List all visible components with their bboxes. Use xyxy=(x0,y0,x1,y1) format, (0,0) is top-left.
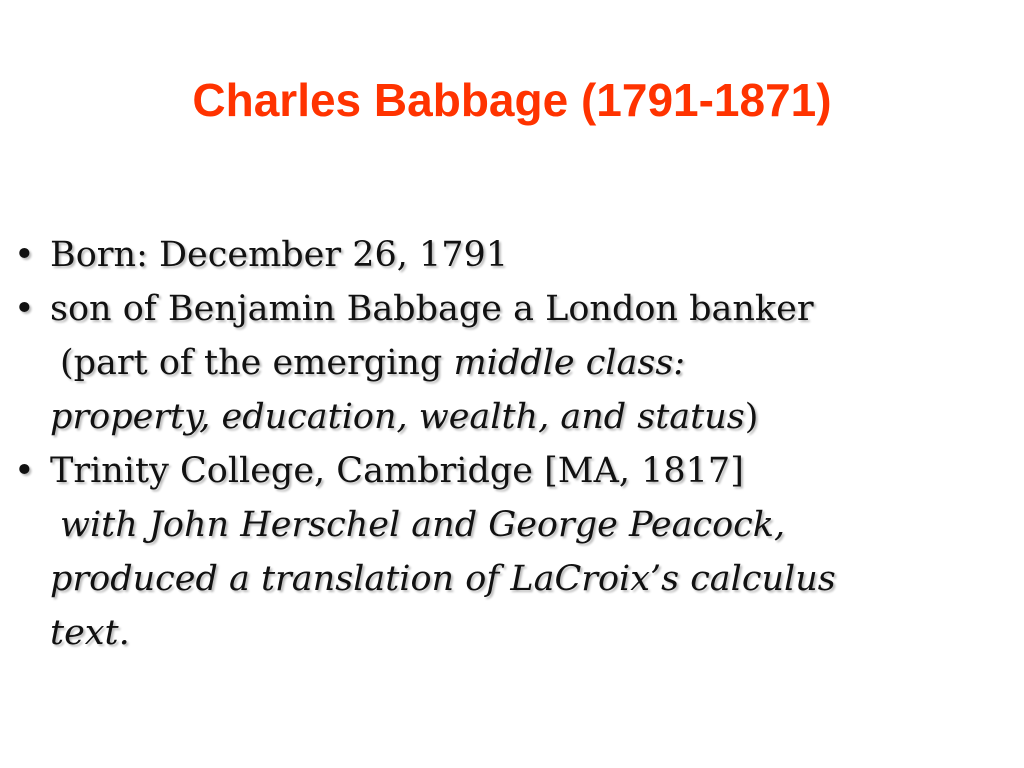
bullet-icon: • xyxy=(14,451,35,491)
bullet-text: son of Benjamin Babbage a London banker xyxy=(50,289,814,329)
bullet-icon: • xyxy=(14,289,35,329)
sub-text-translation xyxy=(14,498,1014,660)
sub-text-plain: (part of the emerging xyxy=(60,343,454,383)
bullet-icon: • xyxy=(14,235,35,275)
slide-body xyxy=(14,228,1014,660)
bullet-item-father xyxy=(14,282,1014,336)
sub-line: produced a translation of LaCroix’s calculus xyxy=(50,559,836,599)
sub-text-plain: ) xyxy=(744,397,759,437)
bullet-item-trinity xyxy=(14,444,1014,498)
sub-line xyxy=(50,336,1014,390)
sub-line: with John Herschel and George Peacock, xyxy=(60,505,786,545)
sub-line xyxy=(50,390,1014,444)
bullet-text: Born: December 26, 1791 xyxy=(50,235,509,275)
sub-text-italic: property, education, wealth, and status xyxy=(50,397,745,437)
sub-line: text. xyxy=(50,613,130,653)
sub-text-middle-class xyxy=(14,336,1014,444)
bullet-text: Trinity College, Cambridge [MA, 1817] xyxy=(50,451,744,491)
slide-title: Charles Babbage (1791-1871) xyxy=(192,74,832,126)
bullet-item-born xyxy=(14,228,1014,282)
sub-text-italic: middle class: xyxy=(453,343,686,383)
